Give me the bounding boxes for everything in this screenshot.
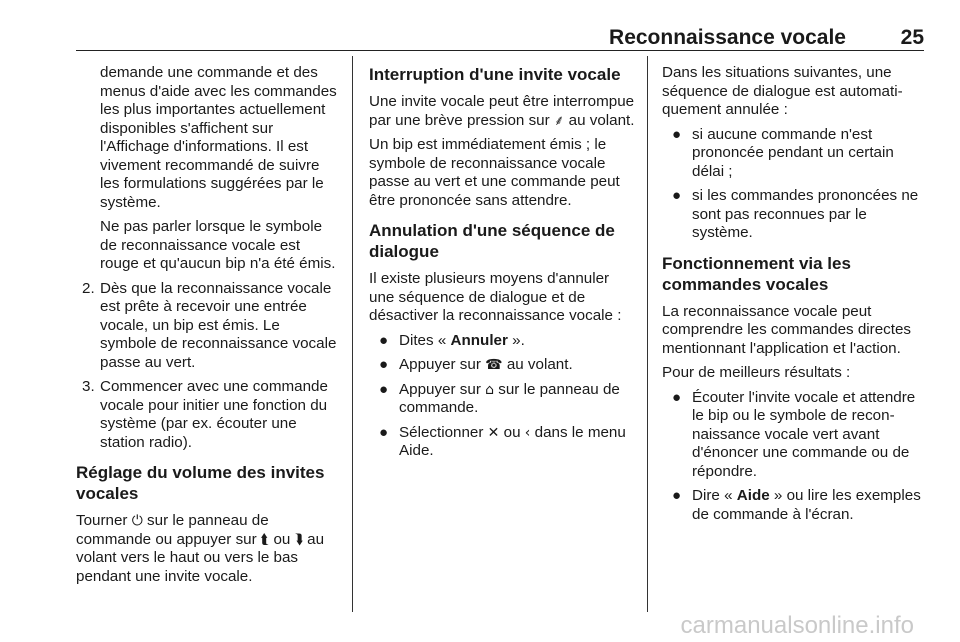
text-segment: au volant. — [506, 356, 573, 373]
bullet-icon: ● — [672, 388, 682, 406]
bullet-icon: ● — [672, 487, 682, 504]
text-segment: Écouter l'invite vocale et attendre le bip ou le symbole de reconnaissance vocale vert avant d'énoncer une commande ou de répondre. — [692, 388, 916, 480]
text-segment: si aucune commande n'est prononcée pendant un certain délai ; — [692, 125, 894, 180]
list-item — [662, 126, 926, 182]
home-icon: ⌂ — [485, 381, 495, 398]
volume-knob-icon: ⏻ — [131, 513, 143, 529]
column-divider-1 — [352, 56, 353, 612]
text-segment: Appuyer sur — [399, 380, 481, 398]
keyword-cancel: Annuler — [450, 331, 508, 349]
paragraph-beep: Un bip est immédiatement émis ; le symbole de reconnaissance vocale passe au vert et une commande peut être prononcée sans attendre. — [369, 136, 620, 209]
auto-cancel-list — [662, 126, 926, 243]
bullet-icon: ● — [672, 187, 682, 204]
paragraph-auto-cancel: Dans les situations suivantes, une séquence de dialogue est automatiquement annulée : — [662, 64, 903, 118]
text-segment: Tourner — [76, 512, 128, 529]
list-item — [662, 487, 926, 524]
list-item — [369, 332, 635, 351]
page-title: Reconnaissance vocale — [609, 26, 846, 49]
page-header — [76, 26, 924, 50]
back-icon: ‹ — [524, 424, 531, 441]
heading-volume: Réglage du volume des invites vocales — [76, 463, 325, 503]
column-divider-2 — [647, 56, 648, 612]
bullet-icon: ● — [379, 356, 389, 373]
column-1 — [76, 64, 340, 592]
text-segment: dans le menu Aide. — [399, 423, 626, 459]
text-segment: sur le panneau de commande. — [399, 380, 620, 416]
paragraph-function: La reconnaissance vocale peut comprendre les commandes directes mentionnant l'application et l'action. — [662, 302, 912, 357]
item-text: Dès que la reconnaissance vocale est prête à recevoir une entrée vocale, un bip est émis. Le symbole de reconnaissance vocale passe au vert. — [100, 279, 337, 371]
text-segment: au volant vers le haut ou vers le bas pendant une invite vocale. — [76, 530, 325, 585]
text-segment: » ou lire les exemples de commande à l'écran. — [692, 487, 921, 523]
list-item — [369, 381, 635, 418]
bullet-icon: ● — [379, 423, 389, 441]
item-number: 3. — [82, 378, 95, 395]
list-item — [76, 280, 340, 373]
text-segment: au volant. — [568, 111, 635, 129]
page-number: 25 — [900, 26, 924, 49]
close-icon: ✕ — [487, 424, 500, 441]
text-segment: sur le panneau de commande ou appuyer sur — [76, 512, 269, 548]
list-item — [662, 187, 926, 243]
cancel-list — [369, 332, 635, 461]
header-rule — [76, 50, 924, 51]
text-segment: ». — [512, 331, 525, 349]
list-item — [369, 356, 635, 375]
paragraph-cancel: Il existe plusieurs moyens d'annuler une séquence de dialogue et de désactiver la reconnaissance vocale : — [369, 270, 622, 324]
best-results-list — [662, 389, 926, 525]
column-3 — [662, 64, 926, 530]
paragraph-volume — [76, 512, 340, 586]
watermark: carmanualsonline.info — [680, 612, 914, 639]
heading-interrupt: Interruption d'une invite vocale — [369, 65, 621, 84]
bullet-icon: ● — [672, 125, 682, 143]
text-segment: ou — [273, 530, 291, 548]
text-segment: si les commandes prononcées ne sont pas reconnues par le système. — [692, 187, 919, 241]
volume-up-icon: ⮬ — [260, 531, 270, 548]
text-segment: Une invite vocale peut être interrompue par une brève pression sur — [369, 93, 635, 129]
paragraph-red-symbol: Ne pas parler lorsque le symbole de reconnaissance vocale est rouge et qu'aucun bip n'a été émis. — [100, 218, 336, 272]
item-number: 2. — [82, 279, 95, 297]
paragraph-interrupt — [369, 93, 635, 130]
keyword-help: Aide — [736, 487, 770, 504]
heading-cancel: Annulation d'une séquence de dialogue — [369, 221, 615, 261]
list-item — [369, 424, 635, 461]
paragraph-best-results: Pour de meilleurs résultats : — [662, 364, 851, 381]
bullet-icon: ● — [379, 331, 389, 349]
list-item — [76, 378, 340, 452]
text-segment: Appuyer sur — [399, 356, 481, 373]
bullet-icon: ● — [379, 380, 389, 398]
text-segment: Sélectionner — [399, 423, 484, 441]
text-segment: ou — [503, 423, 521, 441]
item-text: Commencer avec une commande vocale pour initier une fonction du système (par ex. écouter une station radio). — [100, 378, 328, 451]
end-call-icon: ☎ — [485, 357, 503, 373]
paragraph-help-menu: demande une commande et des menus d'aide avec les commandes les plus importantes actuellement disponibles s'affichent sur l'Affichage d'informations. Il est vivement recommandé de suivre les formulations suggérées par le système. — [100, 64, 337, 211]
volume-down-icon: ⮯ — [294, 531, 303, 548]
voice-recognition-icon: ⸙ — [553, 112, 565, 129]
text-segment: Dites « — [399, 331, 447, 349]
list-item — [662, 389, 926, 482]
column-2 — [369, 64, 635, 467]
text-segment: Dire « — [692, 487, 733, 504]
heading-function: Fonctionnement via les commandes vocales — [662, 253, 851, 294]
